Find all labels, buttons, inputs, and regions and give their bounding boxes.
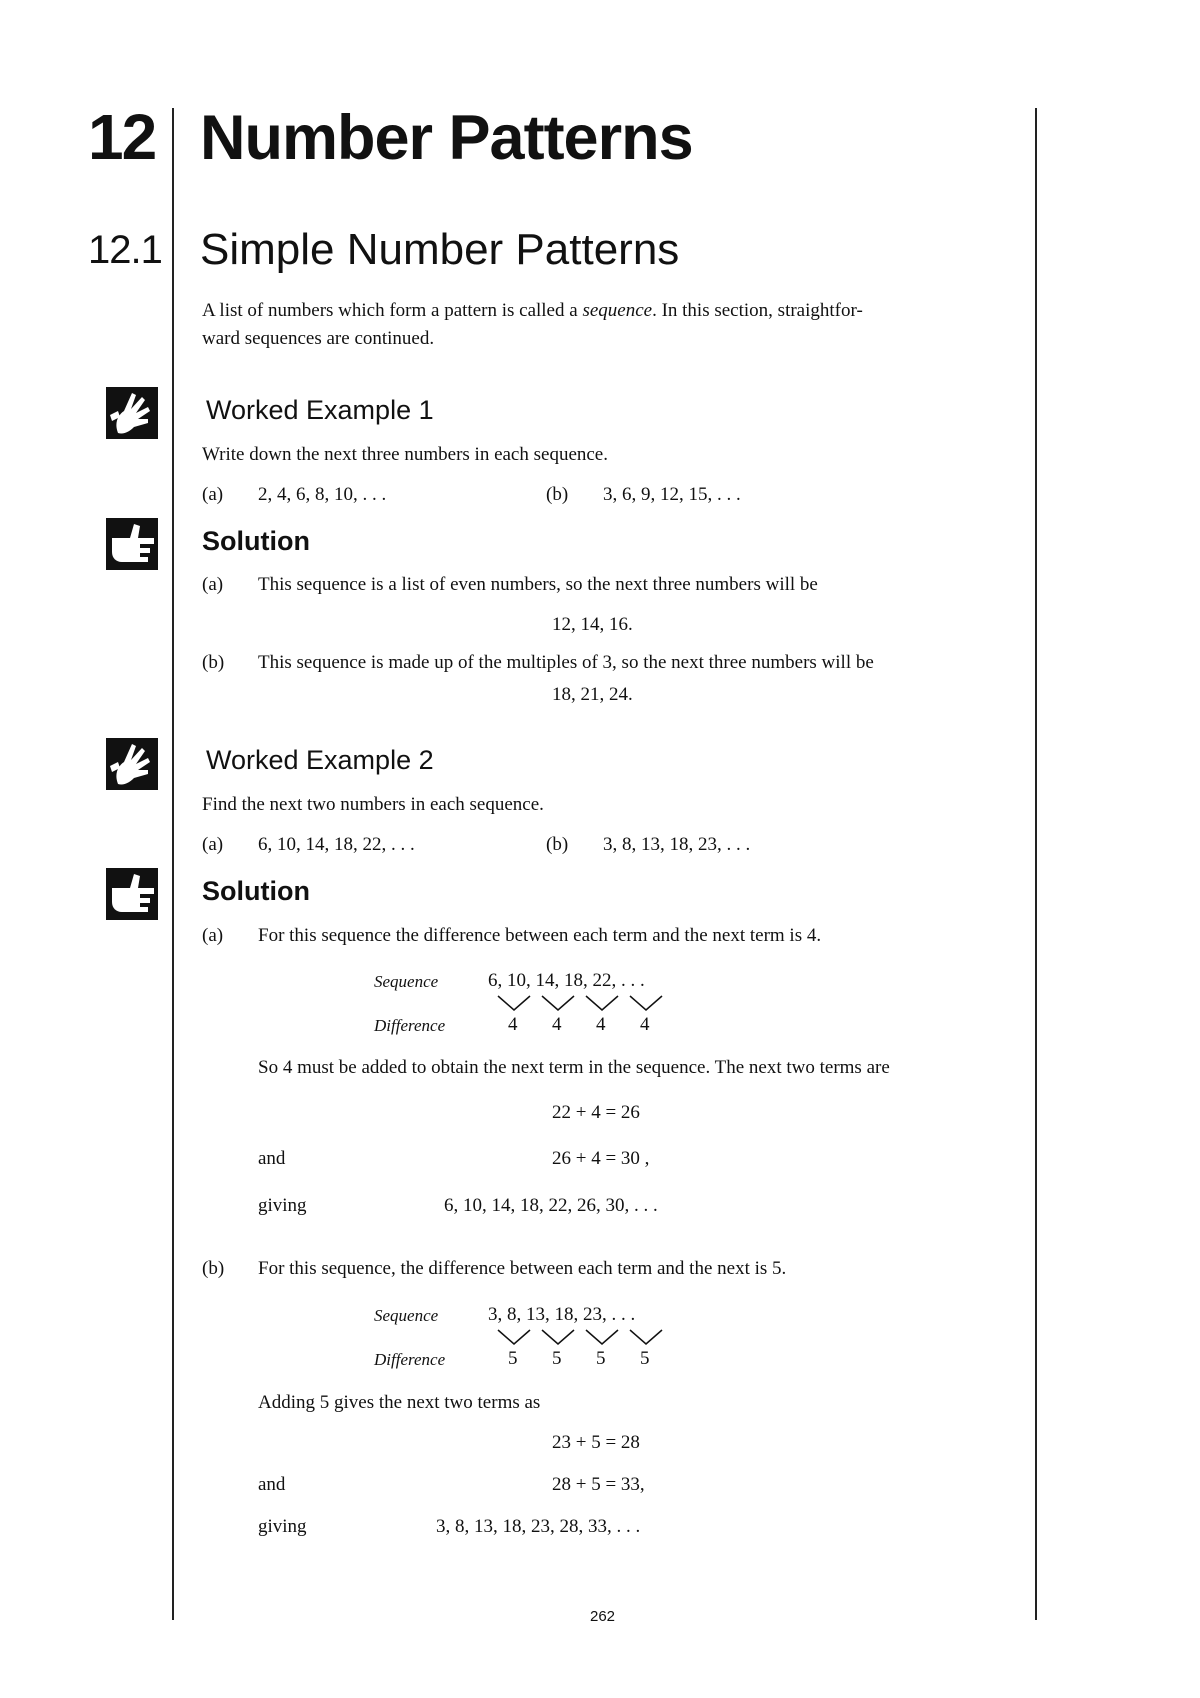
worked-example-2-title: Worked Example 2 [206,745,434,775]
we2-sol-a-sequence-label: Sequence [374,972,439,991]
we1-prompt: Write down the next three numbers in each sequence. [202,444,608,465]
we2-sol-b-text: For this sequence, the difference between each term and the next is 5. [258,1258,787,1279]
we2-sol-b-diff-2: 5 [552,1348,562,1369]
we2-sol-b-giving-sequence: 3, 8, 13, 18, 23, 28, 33, . . . [436,1516,641,1537]
we2-sol-a-diff-1: 4 [508,1014,518,1035]
we1-part-a-label: (a) [202,484,224,505]
we1-part-b-sequence: 3, 6, 9, 12, 15, . . . [603,484,741,505]
we1-sol-b-text: This sequence is made up of the multiples of 3, so the next three numbers will be [258,652,874,673]
we2-sol-b-sequence-label: Sequence [374,1306,439,1325]
we2-solution-title: Solution [202,876,310,906]
we1-sol-b-result: 18, 21, 24. [552,684,633,705]
we2-prompt: Find the next two numbers in each sequence. [202,794,544,815]
we2-sol-a-sequence-values: 6, 10, 14, 18, 22, . . . [488,970,645,991]
left-margin-rule [172,108,174,1620]
we2-sol-a-and: and [258,1148,286,1169]
section-number: 12.1 [88,228,162,272]
section-title: Simple Number Patterns [200,225,680,274]
we2-sol-b-equation-1: 23 + 5 = 28 [552,1432,640,1453]
chapter-title: Number Patterns [200,103,693,173]
we2-sol-a-text: For this sequence the difference between each term and the next term is 4. [258,925,822,946]
we2-sol-b-and: and [258,1474,286,1495]
we1-solution-title: Solution [202,526,310,556]
we1-part-b-label: (b) [546,484,569,505]
we1-sol-a-text: This sequence is a list of even numbers, so the next three numbers will be [258,574,818,595]
writing-hand-icon [104,736,160,792]
we1-part-a-sequence: 2, 4, 6, 8, 10, . . . [258,484,387,505]
we2-part-b-label: (b) [546,834,569,855]
we2-sol-b-equation-2: 28 + 5 = 33, [552,1474,645,1495]
right-margin-rule [1035,108,1037,1620]
we2-sol-b-diff-3: 5 [596,1348,606,1369]
we2-sol-a-label: (a) [202,925,224,946]
we2-sol-a-diff-3: 4 [596,1014,606,1035]
we2-sol-b-difference-chevrons [496,1328,676,1348]
intro-paragraph-line2: ward sequences are continued. [202,328,435,349]
pointing-hand-icon [104,516,160,572]
we2-sol-b-giving: giving [258,1516,307,1537]
we2-sol-a-equation-1: 22 + 4 = 26 [552,1102,640,1123]
we2-sol-a-difference-label: Difference [374,1016,446,1035]
we2-sol-a-giving-sequence: 6, 10, 14, 18, 22, 26, 30, . . . [444,1195,658,1216]
we2-sol-b-explain: Adding 5 gives the next two terms as [258,1392,541,1413]
we2-sol-b-difference-label: Difference [374,1350,446,1369]
we1-sol-b-label: (b) [202,652,225,673]
we2-sol-a-equation-2: 26 + 4 = 30 , [552,1148,650,1169]
we2-sol-b-diff-1: 5 [508,1348,518,1369]
we2-sol-a-explain: So 4 must be added to obtain the next term in the sequence. The next two terms are [258,1057,890,1078]
we2-sol-b-diff-4: 5 [640,1348,650,1369]
we2-part-b-sequence: 3, 8, 13, 18, 23, . . . [603,834,751,855]
we2-sol-a-difference-chevrons [496,994,676,1014]
we2-sol-a-giving: giving [258,1195,307,1216]
we2-sol-a-diff-2: 4 [552,1014,562,1035]
we2-part-a-sequence: 6, 10, 14, 18, 22, . . . [258,834,415,855]
we2-sol-b-sequence-values: 3, 8, 13, 18, 23, . . . [488,1304,636,1325]
we2-sol-b-label: (b) [202,1258,225,1279]
we2-part-a-label: (a) [202,834,224,855]
we2-sol-a-diff-4: 4 [640,1014,650,1035]
we1-sol-a-result: 12, 14, 16. [552,614,633,635]
intro-paragraph-line1: A list of numbers which form a pattern is called a sequence. In this section, straightfor- [202,300,863,321]
we1-sol-a-label: (a) [202,574,224,595]
pointing-hand-icon [104,866,160,922]
chapter-number: 12 [88,101,156,173]
worked-example-1-title: Worked Example 1 [206,395,434,425]
writing-hand-icon [104,385,160,441]
page-number: 262 [590,1608,616,1625]
